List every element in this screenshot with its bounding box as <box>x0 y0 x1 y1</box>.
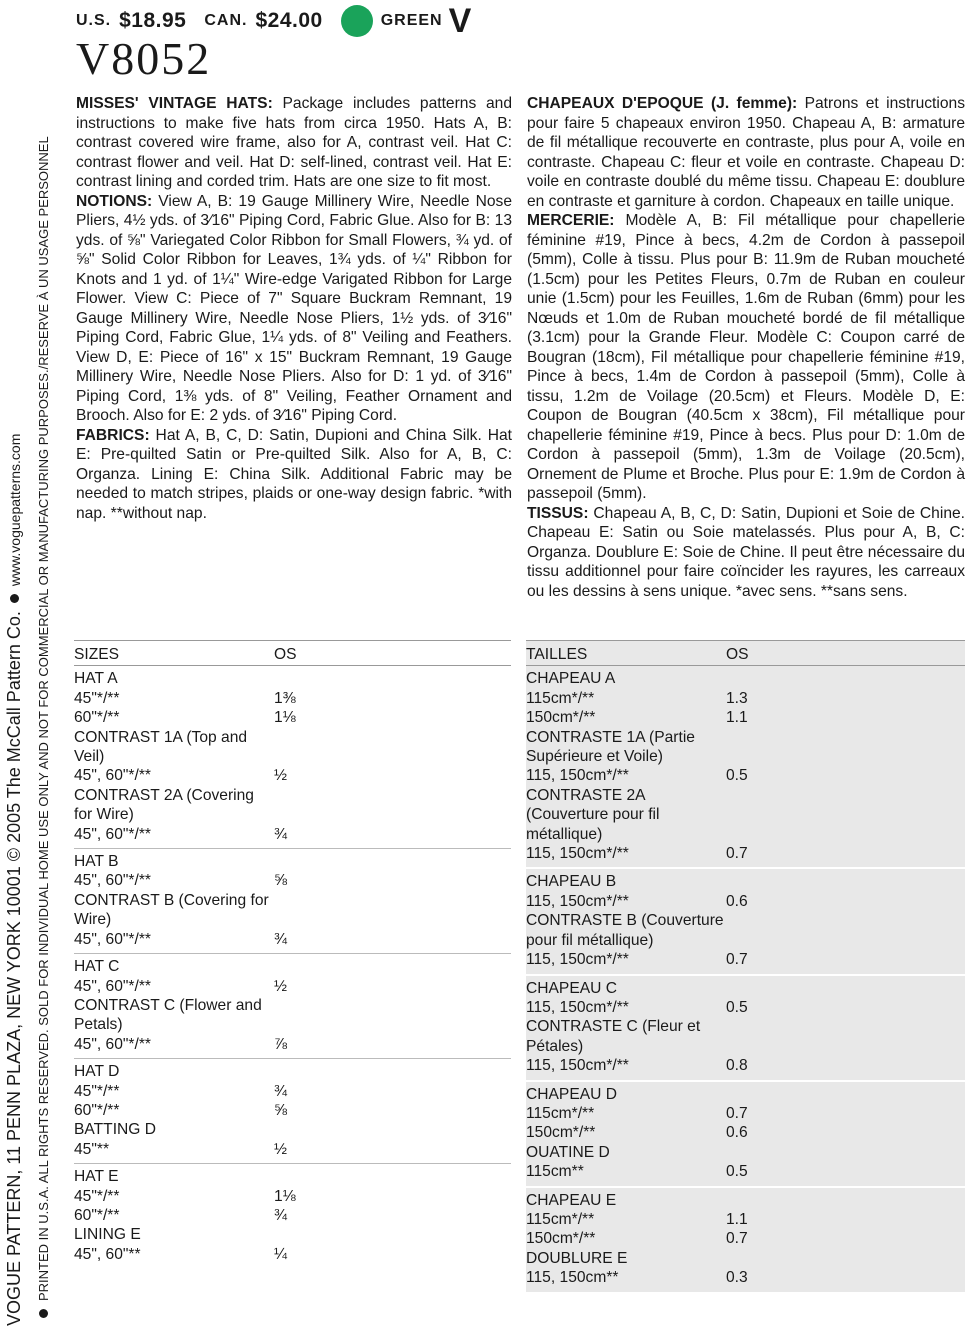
table-row <box>74 708 511 727</box>
row-label: 115, 150cm*/** <box>526 1057 629 1075</box>
bullet-icon <box>10 594 19 603</box>
table-group <box>526 1082 965 1188</box>
table-row <box>526 844 965 863</box>
row-label: CHAPEAU E <box>526 1191 617 1209</box>
table-row <box>74 1187 511 1206</box>
us-price: $18.95 <box>119 9 187 32</box>
table-row <box>526 1104 965 1123</box>
table-group <box>74 1164 511 1268</box>
table-row <box>526 1143 965 1162</box>
row-amount: 0.6 <box>726 1124 748 1142</box>
row-label: CHAPEAU B <box>526 873 617 891</box>
row-label: 115, 150cm*/** <box>526 998 629 1016</box>
row-amount <box>274 669 474 688</box>
english-title: MISSES' VINTAGE HATS: <box>76 95 273 112</box>
row-label: 45", 60"*/** <box>74 977 151 995</box>
row-label: 60"*/** <box>74 1206 120 1224</box>
table-row <box>526 1085 965 1104</box>
table-row <box>526 689 965 708</box>
row-label: 115, 150cm*/** <box>526 951 629 969</box>
side-outer-line <box>4 0 25 1326</box>
row-amount: 1⅛ <box>274 1187 296 1205</box>
row-label: 115, 150cm** <box>526 1269 619 1287</box>
row-label: CHAPEAU D <box>526 1085 617 1103</box>
table-row <box>74 1245 511 1264</box>
row-amount <box>726 669 926 688</box>
table-row <box>74 825 511 844</box>
table-row <box>74 977 511 996</box>
table-row <box>526 1056 965 1075</box>
table-row <box>526 1268 965 1287</box>
table-group <box>74 666 511 849</box>
table-group <box>74 849 511 954</box>
row-amount <box>726 1085 926 1104</box>
table-row <box>526 728 965 767</box>
row-label: CONTRAST 1A (Top and Veil) <box>74 728 248 766</box>
side-publisher: VOGUE PATTERN, 11 PENN PLAZA, NEW YORK 10001 © 2005 The McCall Pattern Co. <box>4 611 24 1326</box>
header-sizes: SIZES <box>74 646 120 663</box>
row-label: 150cm*/** <box>526 1124 596 1142</box>
french-intro: CHAPEAUX D'EPOQUE (J. femme): Patrons et instructions pour faire 5 chapeaux environ 1950. Chapeau A, B: armature de fil métallique recouverte en contraste, plus pour A, voile en contraste. Chapeau C: fleur et voile en contraste. Chapeau D: voile en contraste doublé du même tissu. Chapeau E: doublure en contraste et garniture à cordon. Chapeaux en taille unique. <box>527 95 965 210</box>
english-notions: NOTIONS: View A, B: 19 Gauge Millinery Wire, Needle Nose Pliers, 4½ yds. of 3⁄16" Piping Cord, Fabric Glue. Also for B: 13 yds. of ⅝" Variegated Color Ribbon for Small Flowers, ¾ yd. of ⅝" Solid Color Ribbon for Leaves, 1¾ yds. of ¼" Ribbon for Knots and 1 yd. of 1¼" Wire-edge Varigated Ribbon for Large Flower. View C: Piece of 7" Square Buckram Remnant, 19 Gauge Millinery Wire, Needle Nose Pliers, 1½ yds. of 3⁄16" Piping Cord, Fabric Glue, 1¼ yds. of 8" Veiling and Feathers. View D, E: Piece of 16" x 15" Buckram Remnant, 19 Gauge Millinery Wire, Needle Nose Pliers. Also for D: 1 yd. of 3⁄16" Piping Cord, 1⅜ yds. of 8" Veiling, Feather Ornament and Brooch. Also for E: 2 yds. of 3⁄16" Piping Cord. <box>76 192 512 424</box>
row-label: 45", 60"*/** <box>74 825 151 843</box>
row-label: CONTRAST B (Covering for Wire) <box>74 891 269 929</box>
row-label: 60"*/** <box>74 709 120 727</box>
table-row <box>526 1229 965 1248</box>
row-label: CONTRASTE 1A (Partie Supérieure et Voile) <box>526 728 695 766</box>
table-row <box>74 891 511 930</box>
row-label: HAT B <box>74 853 119 871</box>
table-row <box>74 1225 511 1244</box>
table-row <box>74 1062 511 1081</box>
row-amount <box>274 891 474 930</box>
row-label: 45"*/** <box>74 689 120 707</box>
table-row <box>74 1035 511 1054</box>
bullet-icon <box>39 1309 48 1318</box>
row-amount <box>274 1225 474 1244</box>
row-label: OUATINE D <box>526 1143 610 1161</box>
row-label: DOUBLURE E <box>526 1249 628 1267</box>
row-amount: ⅞ <box>274 1035 288 1053</box>
row-amount: 0.7 <box>726 951 748 969</box>
table-row <box>74 871 511 890</box>
pattern-number: V8052 <box>76 33 212 84</box>
row-amount: ½ <box>274 977 288 995</box>
row-label: CHAPEAU C <box>526 979 617 997</box>
row-label: 45", 60"*/** <box>74 1035 151 1053</box>
row-amount: 0.7 <box>726 1230 748 1248</box>
row-amount: ¾ <box>274 930 288 948</box>
table-row <box>74 786 511 825</box>
french-fabrics: TISSUS: Chapeau A, B, C, D: Satin, Dupioni et Soie de Chine. Chapeau E: Satin ou Soie matelassés. Plus pour A, B, C: Organza. Doublure E: Soie de Chine. Il peut être nécessaire du tissu additionnel pour faire coïncider les rayures, les carreaux ou les dessins à sens unique. *avec sens. **sans sens. <box>527 504 965 600</box>
row-label: CONTRAST C (Flower and Petals) <box>74 996 262 1034</box>
french-description <box>527 94 965 601</box>
row-label: 115, 150cm*/** <box>526 767 629 785</box>
table-row <box>74 930 511 949</box>
table-row <box>74 852 511 871</box>
english-yardage-table <box>74 640 511 1268</box>
row-label: 115cm*/** <box>526 1210 595 1228</box>
table-row <box>74 1120 511 1139</box>
english-description <box>76 94 512 523</box>
table-row <box>74 1082 511 1101</box>
table-row <box>74 957 511 976</box>
row-label: 115, 150cm*/** <box>526 845 629 863</box>
row-amount <box>274 786 474 825</box>
row-amount: 0.8 <box>726 1057 748 1075</box>
us-label: U.S. <box>76 12 112 29</box>
row-amount <box>274 852 474 871</box>
row-label: 60"*/** <box>74 1101 120 1119</box>
table-group <box>526 976 965 1082</box>
row-amount: ¼ <box>274 1245 288 1263</box>
side-rights: PRINTED IN U.S.A. ALL RIGHTS RESERVED. SOLD FOR INDIVIDUAL HOME USE ONLY AND NOT FOR COMMERCIAL OR MANUFACTURING PURPOSES./RESERVE À UN USAGE PERSONNEL <box>36 136 51 1301</box>
row-amount <box>726 728 926 767</box>
table-header <box>526 640 965 666</box>
table-row <box>74 1140 511 1159</box>
row-amount: ½ <box>274 767 288 785</box>
row-label: 115cm*/** <box>526 1104 595 1122</box>
table-row <box>74 1167 511 1186</box>
table-group <box>74 1059 511 1164</box>
row-label: 45", 60"** <box>74 1245 141 1263</box>
row-label: BATTING D <box>74 1121 157 1139</box>
table-row <box>526 786 965 844</box>
table-row <box>526 1210 965 1229</box>
table-row <box>526 998 965 1017</box>
row-label: CONTRASTE C (Fleur et Pétales) <box>526 1018 701 1055</box>
row-label: HAT A <box>74 670 118 688</box>
row-amount <box>726 1143 926 1162</box>
row-label: 115, 150cm*/** <box>526 892 629 910</box>
row-amount: 1.1 <box>726 1210 748 1228</box>
row-label: CONTRASTE B (Couverture pour fil métallique) <box>526 912 724 949</box>
can-label: CAN. <box>204 12 248 29</box>
row-amount <box>726 979 926 998</box>
row-amount <box>274 728 474 767</box>
table-row <box>526 1249 965 1268</box>
english-intro: MISSES' VINTAGE HATS: Package includes patterns and instructions to make five hats from circa 1950. Hats A, B: contrast covered wire frame, also for A, contrast veil. Hat C: contrast flower and veil. Hat D: self-lined, contrast veil. Hat E: contrast lining and corded trim. Hats are one size to fit most. <box>76 95 513 190</box>
row-label: 45", 60"*/** <box>74 930 151 948</box>
table-row <box>526 1123 965 1142</box>
row-amount: 0.3 <box>726 1269 748 1287</box>
row-label: CHAPEAU A <box>526 670 616 688</box>
row-label: LINING E <box>74 1226 141 1244</box>
row-label: 45", 60"*/** <box>74 767 151 785</box>
english-fabrics: FABRICS: Hat A, B, C, D: Satin, Dupioni and China Silk. Hat E: Pre-quilted Satin or Pre-quilted Silk. Also for A, B, C: Organza. Lining E: China Silk. Additional Fabric may be needed to match stripes, plaids or one-way design fabric. *with nap. **without nap. <box>76 426 512 522</box>
row-amount: ⅝ <box>274 872 288 890</box>
row-amount: ¾ <box>274 825 288 843</box>
row-label: 115cm** <box>526 1163 584 1181</box>
header-tailles: TAILLES <box>526 646 588 663</box>
table-row <box>74 996 511 1035</box>
row-amount <box>726 1249 926 1268</box>
row-amount <box>726 1017 926 1056</box>
table-row <box>526 1017 965 1056</box>
row-label: 45"*/** <box>74 1082 120 1100</box>
row-amount: ¾ <box>274 1206 288 1224</box>
color-dot-icon <box>341 5 373 37</box>
row-label: 45"*/** <box>74 1187 120 1205</box>
row-label: CONTRAST 2A (Covering for Wire) <box>74 786 254 824</box>
side-margin <box>0 0 60 1326</box>
row-amount: 1.1 <box>726 709 748 727</box>
row-label: HAT E <box>74 1168 119 1186</box>
row-amount: 1.3 <box>726 689 748 707</box>
french-title: CHAPEAUX D'EPOQUE (J. femme): <box>527 95 798 112</box>
row-label: 150cm*/** <box>526 1230 596 1248</box>
row-amount: 0.6 <box>726 892 748 910</box>
row-amount: 1⅛ <box>274 709 296 727</box>
table-row <box>526 1162 965 1181</box>
row-label: CONTRASTE 2A (Couverture pour fil métallique) <box>526 786 660 843</box>
table-group <box>526 1188 965 1294</box>
row-amount: ½ <box>274 1140 288 1158</box>
vogue-v-logo: V <box>448 2 472 40</box>
table-row <box>74 728 511 767</box>
french-yardage-table <box>526 640 965 1294</box>
table-group <box>74 954 511 1059</box>
row-label: HAT D <box>74 1063 120 1081</box>
row-amount: 0.7 <box>726 845 748 863</box>
row-amount: 0.5 <box>726 998 748 1016</box>
row-amount: ⅝ <box>274 1101 288 1119</box>
table-row <box>74 1206 511 1225</box>
row-label: 45", 60"*/** <box>74 872 151 890</box>
table-row <box>74 1101 511 1120</box>
row-amount <box>274 1062 474 1081</box>
row-amount <box>726 911 926 950</box>
row-amount <box>726 1191 926 1210</box>
french-notions: MERCERIE: Modèle A, B: Fil métallique pour chapellerie féminine #19, Pince à becs, 4.2m de Cordon à passepoil (5mm), Colle à tissu. Plus pour B: 11.9m de Ruban moucheté (1.5cm) pour les Petites Fleurs, 0.7m de Ruban en couleur unie (1.5cm) pour les Feuilles, 1.6m de Ruban (6mm) pour les Nœuds et 1.0m de Ruban moucheté bordé de fil métallique (3.1cm) pour la Grande Fleur. Modèle C: Coupon carré de Bougran (18cm), Fil métallique pour chapellerie féminine #19, Pince à becs, 1.4m de Cordon à passepoil (5mm), Colle à tissu, 1.2m de Voilage (20.5cm) et Fleurs. Modèle D, E: Coupon de Bougran (40.5cm x 38cm), Fil métallique pour chapellerie féminine #19, Pince à becs. Plus pour D: 1.0m de Cordon à passepoil (5mm), 1.3m de Voilage (20.5cm), Ornement de Plume et Broche. Plus pour E: 1.9m de Cordon à passepoil (5mm). <box>527 212 965 502</box>
table-row <box>74 669 511 688</box>
row-amount <box>274 957 474 976</box>
table-group <box>526 869 965 975</box>
row-amount: 1⅜ <box>274 689 296 707</box>
row-amount <box>274 1167 474 1186</box>
table-row <box>74 766 511 785</box>
row-amount <box>274 996 474 1035</box>
row-amount <box>726 872 926 891</box>
row-amount: ¾ <box>274 1082 288 1100</box>
table-row <box>526 708 965 727</box>
row-label: 150cm*/** <box>526 709 596 727</box>
header-os: OS <box>274 646 297 663</box>
row-amount <box>274 1120 474 1139</box>
table-row <box>526 1191 965 1210</box>
side-url: www.voguepatterns.com <box>6 433 23 587</box>
table-row <box>526 979 965 998</box>
row-label: 115cm*/** <box>526 689 595 707</box>
table-header <box>74 640 511 666</box>
row-amount: 0.7 <box>726 1104 748 1122</box>
row-amount: 0.5 <box>726 767 748 785</box>
table-row <box>526 892 965 911</box>
table-row <box>74 689 511 708</box>
table-row <box>526 911 965 950</box>
table-row <box>526 950 965 969</box>
row-label: HAT C <box>74 958 120 976</box>
row-amount: 0.5 <box>726 1163 748 1181</box>
table-row <box>526 766 965 785</box>
row-amount <box>726 786 926 844</box>
table-row <box>526 669 965 688</box>
color-label: GREEN <box>380 12 443 29</box>
table-row <box>526 872 965 891</box>
row-label: 45"** <box>74 1140 110 1158</box>
table-group <box>526 666 965 869</box>
can-price: $24.00 <box>255 9 323 32</box>
side-inner-line <box>36 0 51 1326</box>
header-os: OS <box>726 646 749 663</box>
